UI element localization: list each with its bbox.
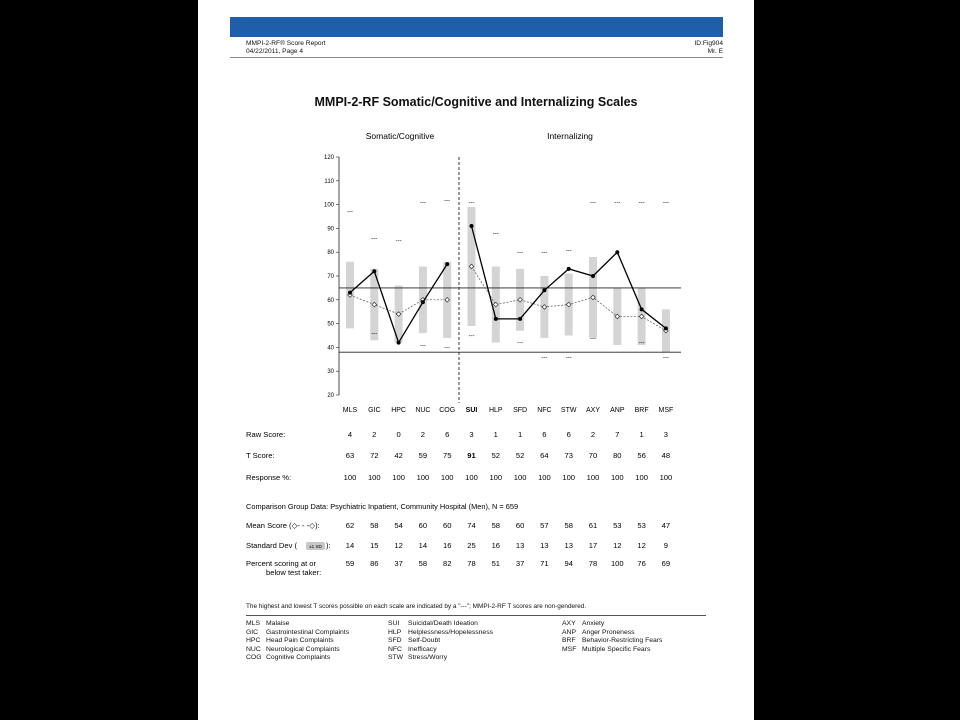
y-axis [324,155,459,403]
response-pct-value: 100 [659,473,673,482]
tscore-point [640,307,644,311]
y-tick-label: 80 [327,250,334,257]
y-tick-label: 60 [327,297,334,304]
tscore-max-mark: --- [395,238,402,245]
percent-value: 69 [661,559,671,568]
tscore-point [348,291,352,295]
t-score-value: 72 [370,451,379,460]
tscore-point [421,300,425,304]
t-score-value: 80 [613,451,622,460]
x-label-cog: COG [439,407,456,414]
tscore-min-mark: --- [444,345,451,352]
tscore-max-mark: --- [590,200,596,207]
percent-value: 94 [564,559,573,568]
tscore-point [494,317,498,321]
raw-score-value: 2 [590,430,596,439]
tscore-min-mark: --- [565,354,572,361]
std-dev-label: Standard Dev ( [246,541,298,550]
legend-scale-name: Inefficacy [408,645,437,653]
t-score-value: 42 [394,451,403,460]
t-score-value: 63 [345,451,355,460]
legend-abbr: ANP [562,628,576,636]
legend-abbr: STW [388,654,404,662]
legend-item-stw [388,654,493,663]
x-label-nuc: NUC [415,407,431,414]
percent-value: 58 [418,559,428,568]
tscore-min-mark: --- [517,340,524,347]
tscore-max-mark: --- [662,200,669,207]
std-dev-label-tail: ): [326,541,331,550]
y-tick-label: 90 [327,226,334,233]
mean-score-value: 62 [345,521,355,530]
std-dev-value: 14 [418,541,428,550]
raw-score-value: 7 [615,430,620,439]
legend-abbr: SUI [388,620,400,627]
x-label-msf: MSF [658,407,674,414]
percent-value: 86 [370,559,379,568]
legend-item-brf [562,637,662,646]
t-score-value: 48 [661,451,671,460]
response-pct-value: 100 [538,473,551,482]
legend-column-1 [246,620,349,663]
tscore-min-mark: --- [590,335,596,342]
response-pct-value: 100 [367,473,381,482]
group-label-internalizing: Internalizing [547,131,593,141]
legend-scale-name: Self-Doubt [408,637,441,645]
legend-item-sui [388,620,493,629]
legend-column-2 [388,620,493,663]
mean-score-value: 58 [491,521,501,530]
legend-abbr: MSF [562,645,577,653]
tscore-max-mark: --- [444,197,451,204]
std-dev-value: 12 [394,541,403,550]
percent-label-2: below test taker: [266,568,322,577]
tscore-point [470,224,474,228]
tscore-point [567,267,571,271]
t-score-value: 59 [418,451,428,460]
raw-score-value: 0 [396,430,401,439]
legend-abbr: AXY [562,620,576,627]
score-table [246,430,672,577]
y-tick-label: 40 [327,345,334,352]
response-pct-value: 100 [465,473,478,482]
legend-item-nfc [388,646,493,655]
std-dev-value: 16 [491,541,501,550]
std-dev-value: 12 [613,541,622,550]
legend-item-anp [562,629,662,638]
tscore-point [518,317,522,321]
legend-item-hpc [246,637,349,646]
mean-score-value: 60 [418,521,428,530]
legend-column-3 [562,620,662,654]
legend-abbr: GIC [246,628,259,636]
legend-item-hlp [388,629,493,638]
legend-item-gic [246,629,349,638]
std-dev-value: 15 [370,541,379,550]
legend-abbr: HPC [246,637,261,645]
tscore-point [372,269,376,273]
std-dev-value: 14 [345,541,355,550]
legend-scale-name: Head Pain Complaints [266,637,334,645]
tscore-max-mark: --- [347,209,353,216]
tscore-min-mark: --- [419,343,426,350]
t-score-value: 73 [564,451,573,460]
mean-score-value: 54 [394,521,403,530]
std-dev-value: 16 [442,541,452,550]
y-tick-label: 30 [327,369,334,376]
tscore-point [397,341,401,345]
tscore-point [615,250,619,254]
raw-score-label: Raw Score: [246,430,286,439]
legend-abbr: HLP [388,628,402,636]
report-id: ID:Fig904 [694,40,723,47]
report-page [198,0,754,720]
legend-abbr: COG [246,654,262,662]
raw-score-value: 2 [420,430,426,439]
mean-score-label: Mean Score (◇- - -◇): [246,521,320,530]
raw-score-value: 3 [663,430,669,439]
t-score-value: 56 [637,451,646,460]
raw-score-value: 1 [493,430,498,439]
x-label-mls: MLS [342,407,358,414]
raw-score-value: 6 [445,430,450,439]
response-pct-value: 100 [440,473,454,482]
legend-item-msf [562,646,662,655]
percent-value: 100 [610,559,624,568]
tscore-min-mark: --- [371,331,378,338]
tscore-min-mark: --- [638,340,645,347]
y-tick-label: 20 [327,393,334,399]
y-tick-label: 70 [327,274,334,280]
std-dev-value: 13 [540,541,549,550]
legend-scale-name: Suicidal/Death Ideation [408,620,478,627]
tscore-max-mark: --- [468,200,475,207]
page-title: MMPI-2-RF Somatic/Cognitive and Internalizing Scales [314,95,638,109]
percent-value: 82 [442,559,452,568]
mean-score-value: 61 [588,521,598,530]
legend-scale-name: Helplessness/Hopelessness [408,628,494,636]
percent-value: 59 [345,559,355,568]
legend-scale-name: Cognitive Complaints [266,654,331,662]
std-dev-value: 12 [637,541,646,550]
legend-abbr: NUC [246,645,261,653]
tscore-min-mark: --- [468,333,475,340]
response-pct-value: 100 [343,473,357,482]
tscore-max-mark: --- [638,200,645,207]
legend-scale-name: Multiple Specific Fears [582,645,651,653]
report-name: MMPI-2-RF® Score Report [246,40,326,47]
mean-score-value: 53 [637,521,646,530]
x-label-sfd: SFD [513,407,528,414]
tscore-point [591,274,595,278]
mean-score-value: 58 [564,521,573,530]
x-label-hlp: HLP [488,407,503,414]
mean-score-value: 53 [613,521,622,530]
t-score-value: 91 [467,451,476,460]
x-label-brf: BRF [634,407,649,414]
y-tick-label: 50 [327,321,334,328]
x-axis-labels [343,407,673,414]
tscore-max-mark: --- [517,250,524,257]
tscore-min-mark: --- [662,354,669,361]
legend-scale-name: Gastrointestinal Complaints [266,628,350,636]
client-name: Mr. E [707,47,723,55]
group-label-somatic: Somatic/Cognitive [365,131,435,141]
percent-value: 71 [540,559,549,568]
mean-score-value: 47 [661,521,671,530]
x-label-sui: SUI [465,407,478,414]
response-pct-value: 100 [513,473,527,482]
mean-score-value: 74 [467,521,476,530]
legend-scale-name: Stress/Worry [408,654,448,662]
legend-item-sfd [388,637,493,646]
tscore-max-mark: --- [492,231,499,238]
legend-item-axy [562,620,662,629]
percent-value: 37 [515,559,525,568]
std-dev-value: 13 [515,541,525,550]
response-pct-value: 100 [416,473,430,482]
legend-abbr: BRF [562,637,576,645]
response-pct-value: 100 [635,473,648,482]
percent-value: 76 [637,559,646,568]
x-label-hpc: HPC [391,407,406,414]
legend-abbr: SFD [388,637,402,645]
raw-score-value: 4 [347,430,353,439]
t-score-value: 75 [442,451,452,460]
legend-scale-name: Malaise [266,620,290,627]
x-label-anp: ANP [610,407,625,414]
legend-divider [246,615,706,616]
t-score-value: 52 [491,451,501,460]
percent-label-1: Percent scoring at or [246,559,317,568]
x-label-nfc: NFC [537,407,552,414]
legend-abbr: NFC [388,645,402,653]
profile-chart [198,0,754,600]
response-pct-value: 100 [610,473,624,482]
legend-item-nuc [246,646,349,655]
t-score-value: 64 [540,451,549,460]
tscore-point [445,262,449,266]
footnote: The highest and lowest T scores possible on each scale are indicated by a "---"; MMPI-2-RF T scores are non-gendered. [246,603,587,610]
mean-score-value: 58 [370,521,379,530]
legend-scale-name: Neurological Complaints [266,645,340,653]
response-pct-value: 100 [489,473,503,482]
legend-abbr: MLS [246,620,260,627]
legend-scale-name: Anxiety [582,620,605,627]
std-dev-value: 13 [564,541,573,550]
y-tick-label: 100 [323,202,334,209]
y-tick-label: 120 [323,155,334,161]
percent-value: 37 [394,559,403,568]
raw-score-value: 1 [639,430,644,439]
report-date-page: 04/22/2011, Page 4 [246,47,304,55]
legend-scale-name: Anger Proneness [582,628,635,636]
mean-score-value: 60 [515,521,525,530]
tscore-max-mark: --- [565,247,572,254]
comparison-group-label: Comparison Group Data: Psychiatric Inpatient, Community Hospital (Men), N = 659 [246,502,519,511]
raw-score-value: 3 [469,430,474,439]
t-score-value: 52 [515,451,525,460]
y-tick-label: 110 [324,178,334,185]
response-pct-value: 100 [586,473,600,482]
x-label-axy: AXY [585,407,601,414]
raw-score-value: 6 [566,430,571,439]
t-score-value: 70 [588,451,598,460]
tscore-point [542,288,546,292]
raw-score-value: 6 [542,430,547,439]
mean-score-value: 57 [540,521,549,530]
std-dev-value: 17 [588,541,598,550]
legend-scale-name: Behavior-Restricting Fears [582,637,663,645]
legend-item-mls [246,620,349,629]
tscore-max-mark: --- [541,250,548,257]
response-pct-value: 100 [562,473,576,482]
legend-item-cog [246,654,349,663]
percent-value: 78 [467,559,476,568]
x-label-gic: GIC [368,407,381,414]
percent-value: 78 [588,559,598,568]
mean-score-value: 60 [442,521,452,530]
response-pct-label: Response %: [246,473,292,482]
tscore-max-mark: --- [614,200,621,207]
response-pct-value: 100 [392,473,405,482]
tscore-point [664,326,668,330]
std-dev-value: 25 [467,541,476,550]
raw-score-value: 1 [517,430,523,439]
percent-value: 51 [491,559,501,568]
t-score-label: T Score: [246,451,275,460]
std-dev-value: 9 [663,541,669,550]
tscore-max-mark: --- [371,235,378,242]
sd-badge-text: ±1 SD [309,544,322,549]
tscore-min-mark: --- [541,354,548,361]
raw-score-value: 2 [372,430,377,439]
x-label-stw: STW [560,407,577,414]
tscore-max-mark: --- [419,200,426,207]
